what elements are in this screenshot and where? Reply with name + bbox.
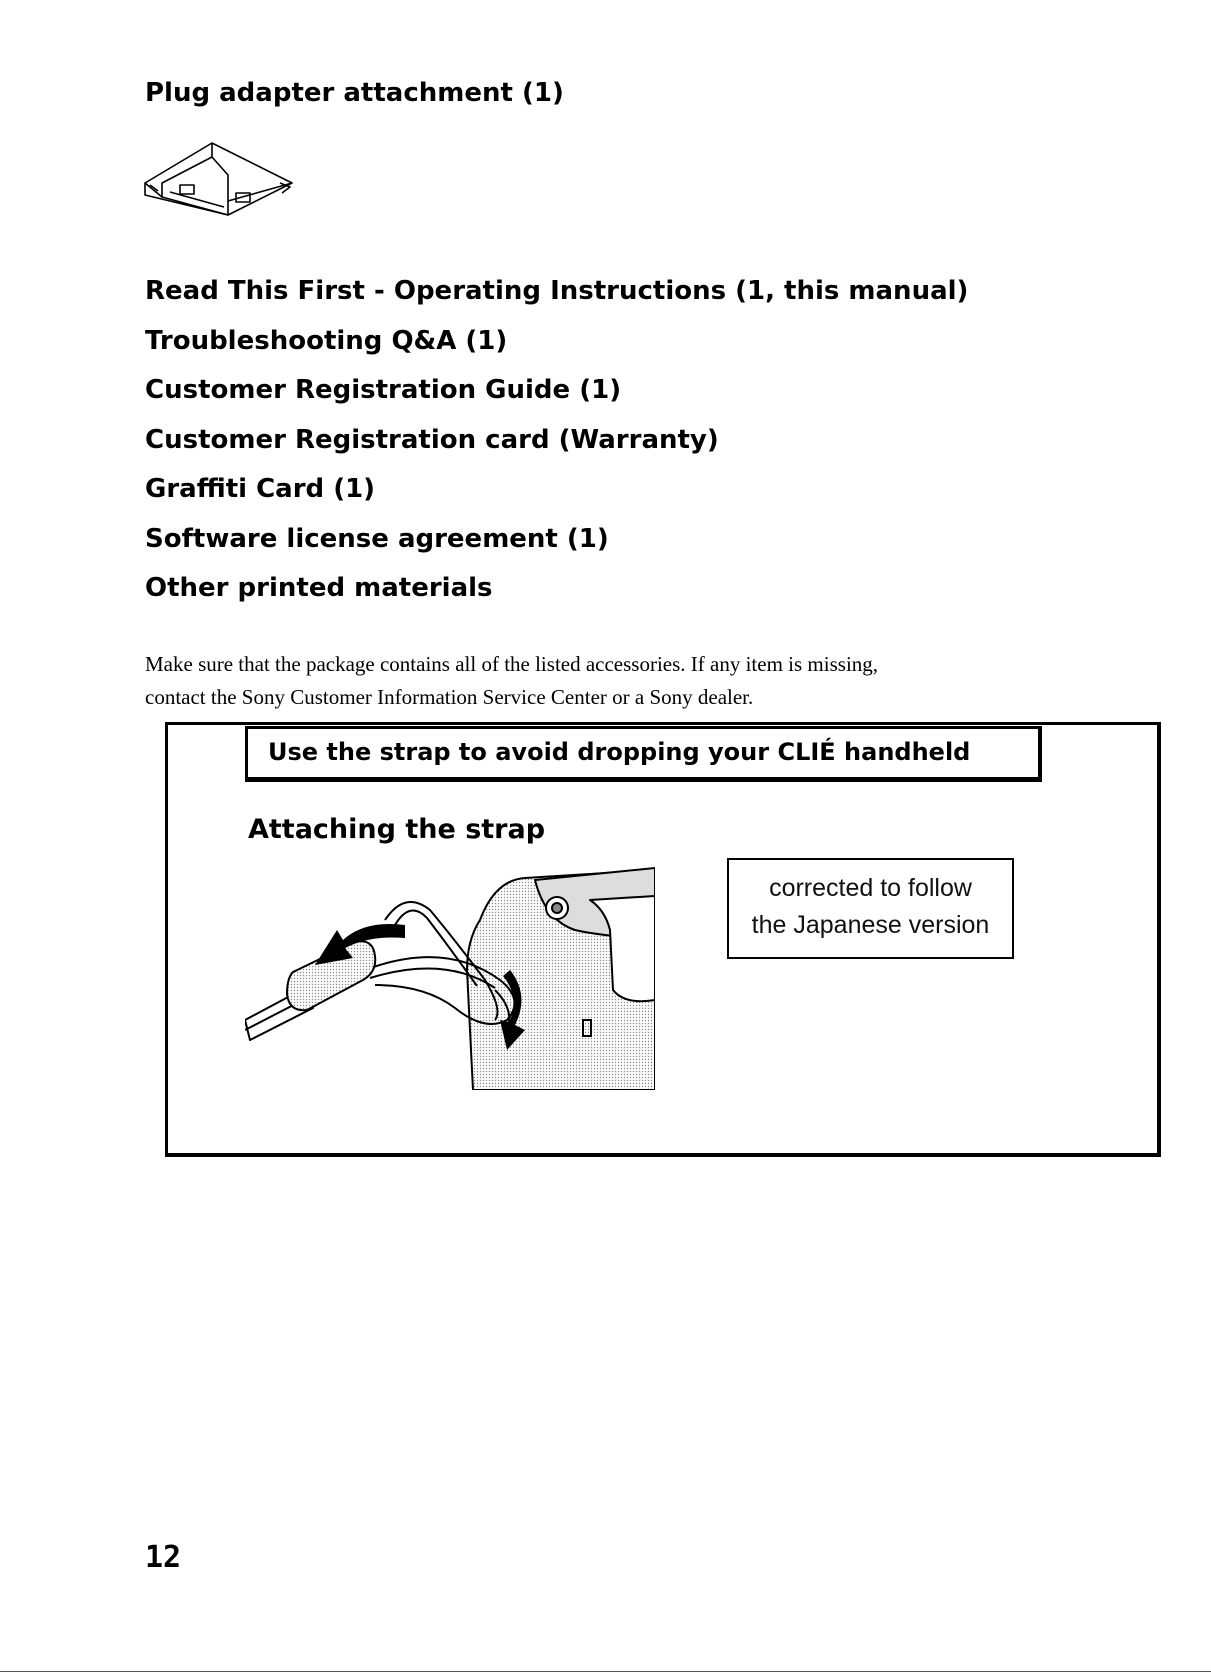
correction-note [727,858,1014,959]
strap-warning-banner: Use the strap to avoid dropping your CLIÉ handheld [245,726,1042,782]
list-item: Customer Registration Guide (1) [145,375,622,405]
instructions-paragraph [145,648,1075,714]
strap-attachment-illustration [245,860,655,1090]
list-item: Customer Registration card (Warranty) [145,424,719,455]
list-item: Troubleshooting Q&A (1) [145,325,508,356]
correction-note-line: corrected to follow [769,874,972,902]
plug-adapter-title: Plug adapter attachment (1) [145,78,564,108]
correction-note-line: the Japanese version [751,911,990,939]
strap-subtitle: Attaching the strap [248,814,546,845]
list-item: Other printed materials [145,573,493,603]
instructions-line: contact the Sony Customer Information Service Center or a Sony dealer. [145,685,754,709]
page-number: 12 [145,1540,182,1575]
list-item: Software license agreement (1) [145,523,609,554]
instructions-line: Make sure that the package contains all of the listed accessories. If any item is missing, [145,652,879,676]
list-item: Read This First - Operating Instructions (1, this manual) [145,276,969,306]
plug-adapter-illustration [140,135,300,225]
bottom-divider [0,1671,1211,1672]
list-item: Graffiti Card (1) [145,474,376,504]
accessory-list [145,276,968,623]
